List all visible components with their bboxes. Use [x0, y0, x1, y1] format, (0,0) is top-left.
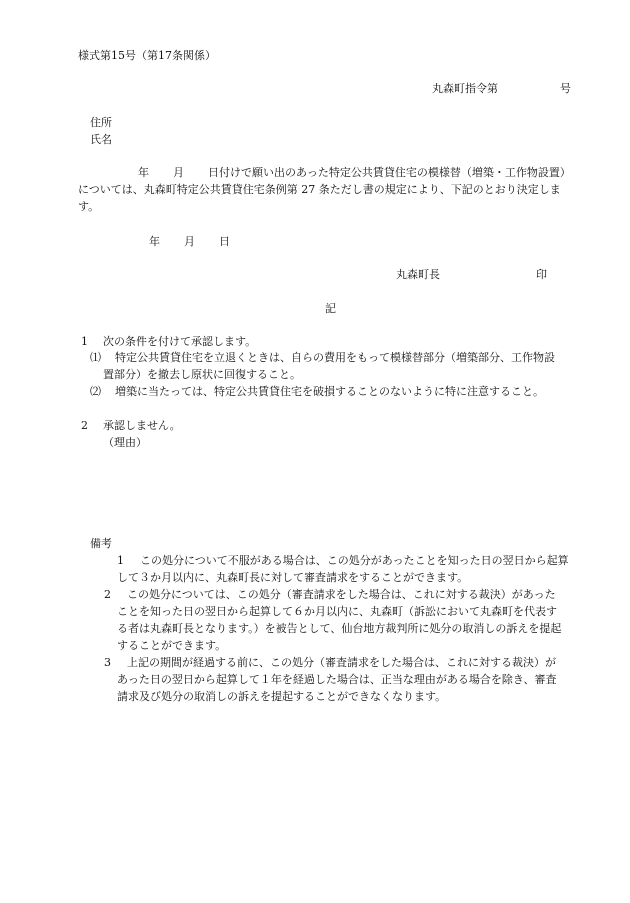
- item2-number: 2: [81, 419, 88, 432]
- note3-line2: あった日の翌日から起算して１年を経過した場合は、正当な理由がある場合を除き、審査: [117, 673, 557, 686]
- item1-number: 1: [81, 335, 88, 348]
- item1-sub1-line1: 特定公共賃貸住宅を立退くときは、自らの費用をもって模様替部分（増築部分、工作物設: [115, 351, 555, 364]
- command-number-prefix: 丸森町指令第: [432, 82, 498, 95]
- name-label: 氏名: [90, 133, 112, 146]
- note2-number: 2: [104, 588, 111, 601]
- note3-line1: 上記の期間が経過する前に、この処分（審査請求をした場合は、これに対する裁決）が: [127, 656, 556, 669]
- note1-line1: この処分について不服がある場合は、この処分があったことを知った日の翌日から起算: [140, 554, 569, 567]
- issue-date-month: 月: [184, 235, 195, 248]
- ki-heading: 記: [325, 302, 336, 315]
- item1-sub1-line2: 置部分）を撤去し原状に回復すること。: [103, 368, 301, 381]
- note2-line2: ことを知った日の翌日から起算して６か月以内に、丸森町（訴訟において丸森町を代表す: [117, 605, 557, 618]
- issue-date-day: 日: [219, 235, 230, 248]
- item1-text: 次の条件を付けて承認します。: [103, 335, 257, 348]
- signatory-title: 丸森町長: [396, 268, 440, 281]
- issue-date-year: 年: [149, 235, 160, 248]
- note2-line4: することができます。: [117, 639, 227, 652]
- note1-number: 1: [117, 554, 124, 567]
- note2-line3: る者は丸森町長となります。）を被告として、仙台地方裁判所に処分の取消しの訴えを提起: [117, 622, 562, 635]
- command-number-suffix: 号: [560, 82, 571, 95]
- note2-line1: この処分については、この処分（審査請求をした場合は、これに対する裁決）があった: [127, 588, 556, 601]
- body-date-month: 月: [173, 166, 184, 179]
- body-date-year: 年: [138, 166, 149, 179]
- item2-text: 承認しません。: [103, 419, 181, 432]
- item1-sub2-mark: ⑵: [90, 385, 101, 398]
- body-line-2: については、丸森町特定公共賃貸住宅条例第 27 条ただし書の規定により、下記のとおり決定しま: [78, 183, 561, 196]
- form-number: 様式第15号（第17条関係）: [78, 49, 216, 62]
- body-line-3: す。: [78, 200, 100, 213]
- item2-reason: （理由）: [103, 436, 147, 449]
- address-label: 住所: [90, 116, 112, 129]
- note3-line3: 請求及び処分の取消しの訴えを提起することができなくなります。: [117, 690, 447, 703]
- note1-line2: して３か月以内に、丸森町長に対して審査請求をすることができます。: [117, 571, 469, 584]
- seal-mark: 印: [536, 268, 547, 281]
- item1-sub1-mark: ⑴: [90, 351, 101, 364]
- item1-sub2-text: 増築に当たっては、特定公共賃貸住宅を破損することのないように特に注意すること。: [115, 385, 544, 398]
- notes-heading: 備考: [90, 537, 112, 550]
- note3-number: 3: [104, 656, 111, 669]
- body-date-day-phrase: 日付けで願い出のあった特定公共賃貸住宅の模様替（増築・工作物設置）: [208, 166, 571, 179]
